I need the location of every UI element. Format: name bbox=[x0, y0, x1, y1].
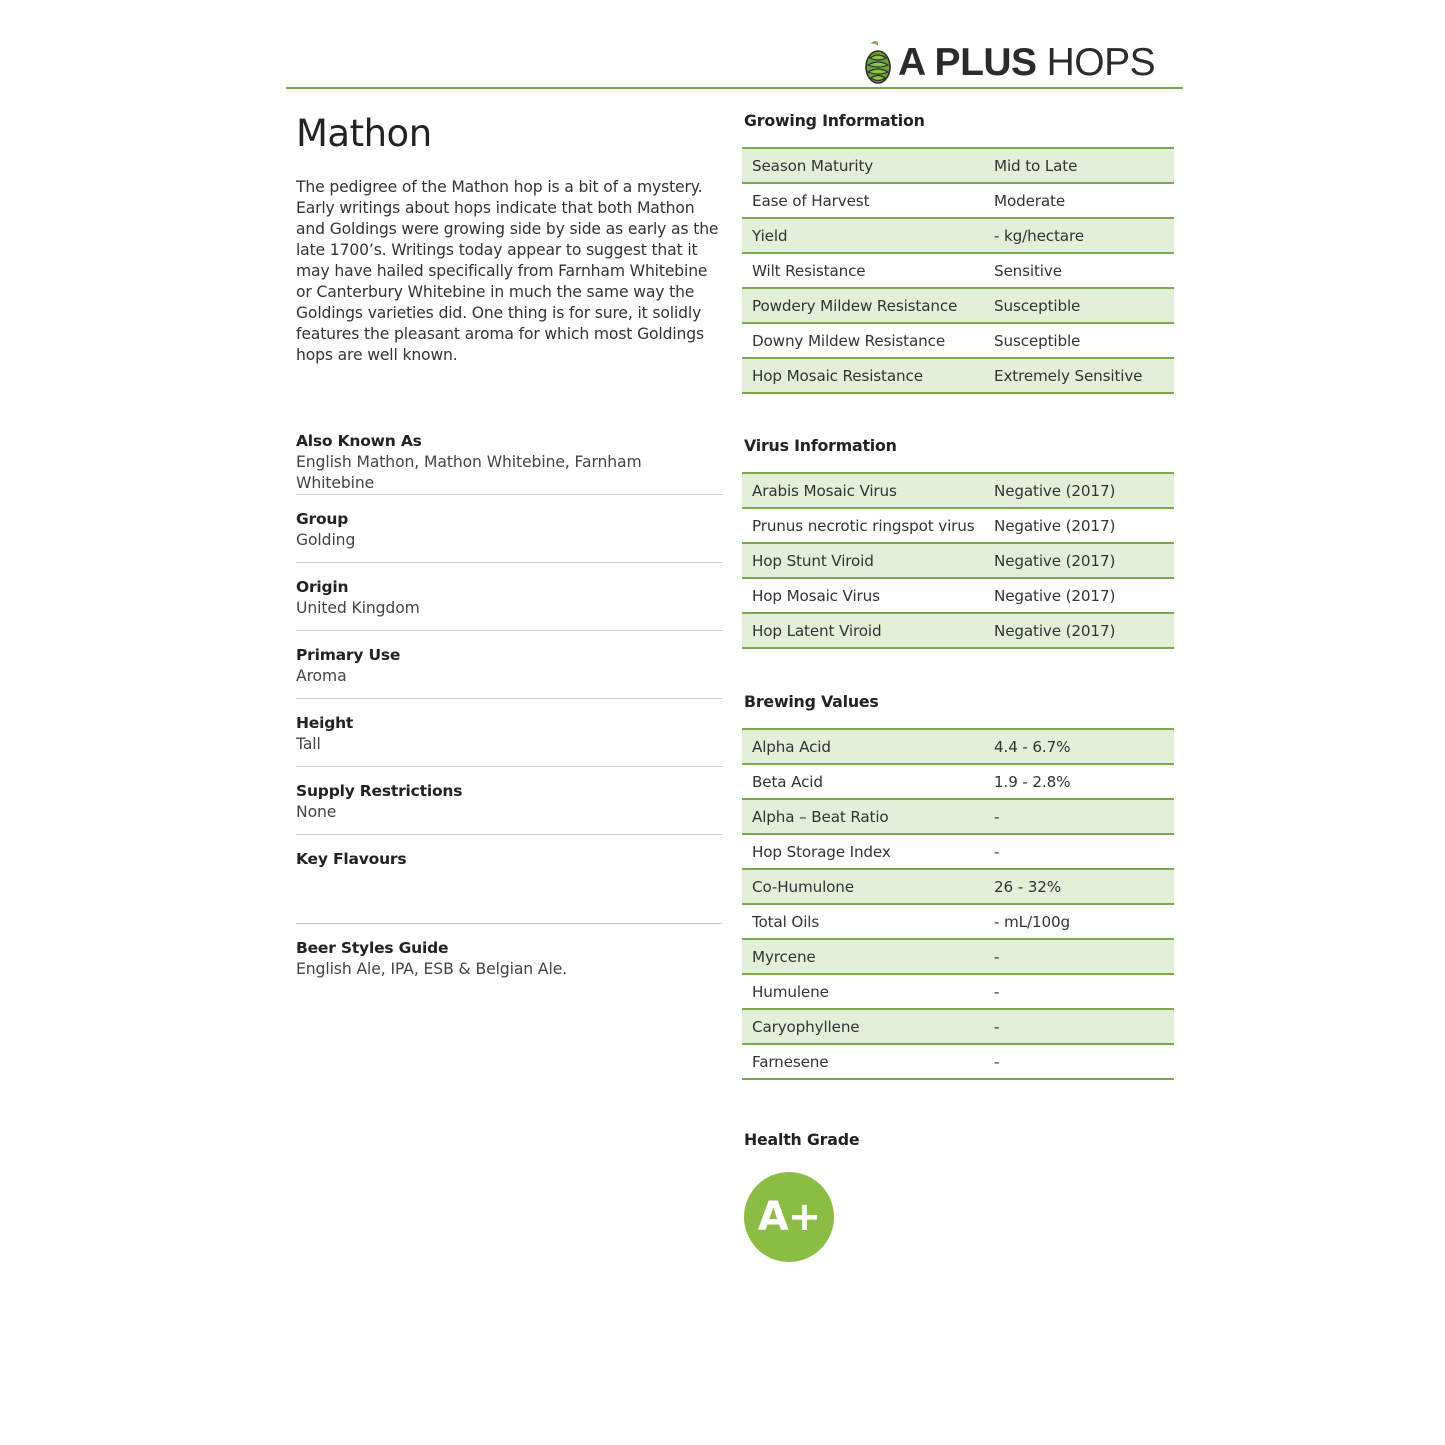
row-value: Negative (2017) bbox=[984, 613, 1174, 648]
table-row bbox=[742, 323, 1174, 358]
header-divider bbox=[286, 87, 1183, 89]
row-value: Mid to Late bbox=[984, 148, 1174, 183]
fact-label: Height bbox=[296, 714, 354, 732]
fact-group bbox=[296, 509, 722, 563]
brand-name-regular: HOPS bbox=[1046, 41, 1156, 84]
row-label: Arabis Mosaic Virus bbox=[742, 473, 984, 508]
table-row bbox=[742, 764, 1174, 799]
row-value: Negative (2017) bbox=[984, 578, 1174, 613]
health-grade-badge bbox=[744, 1172, 834, 1262]
row-label: Beta Acid bbox=[742, 764, 984, 799]
fact-value: Golding bbox=[296, 531, 356, 549]
fact-beer-styles-guide bbox=[296, 938, 722, 990]
row-label: Humulene bbox=[742, 974, 984, 1009]
table-row bbox=[742, 974, 1174, 1009]
row-value: - mL/100g bbox=[984, 904, 1174, 939]
fact-primary-use bbox=[296, 645, 722, 699]
fact-label: Beer Styles Guide bbox=[296, 939, 449, 957]
fact-label: Origin bbox=[296, 578, 349, 596]
growing-info-title: Growing Information bbox=[744, 111, 925, 130]
hop-description: The pedigree of the Mathon hop is a bit of a mystery. Early writings about hops indicate that both Mathon and Goldings were growing side by side as early as the late 1700’s. Writings today appear to suggest that it may have hailed specifically from Farnham Whitebine or Canterbury Whitebine in much the same way the Goldings varieties did. One thing is for sure, it solidly features the pleasant aroma for which most Goldings hops are well known. bbox=[296, 178, 719, 364]
fact-key-flavours bbox=[296, 849, 722, 924]
fact-value: Aroma bbox=[296, 667, 347, 685]
fact-label: Key Flavours bbox=[296, 850, 407, 868]
virus-info-title: Virus Information bbox=[744, 436, 897, 455]
row-value: 1.9 - 2.8% bbox=[984, 764, 1174, 799]
table-row bbox=[742, 508, 1174, 543]
brewing-values-table bbox=[742, 728, 1174, 1080]
health-grade-title: Health Grade bbox=[744, 1130, 860, 1149]
table-row bbox=[742, 904, 1174, 939]
fact-origin bbox=[296, 577, 722, 631]
row-label: Yield bbox=[742, 218, 984, 253]
row-value: Susceptible bbox=[984, 288, 1174, 323]
health-grade-value: A+ bbox=[757, 1194, 821, 1240]
row-label: Alpha Acid bbox=[742, 729, 984, 764]
page-title: Mathon bbox=[296, 112, 432, 155]
row-label: Hop Latent Viroid bbox=[742, 613, 984, 648]
row-label: Hop Mosaic Resistance bbox=[742, 358, 984, 393]
table-row bbox=[742, 799, 1174, 834]
row-label: Co-Humulone bbox=[742, 869, 984, 904]
row-value: - bbox=[984, 799, 1174, 834]
table-row bbox=[742, 939, 1174, 974]
row-label: Season Maturity bbox=[742, 148, 984, 183]
fact-height bbox=[296, 713, 722, 767]
fact-label: Also Known As bbox=[296, 432, 422, 450]
row-label: Ease of Harvest bbox=[742, 183, 984, 218]
row-value: Extremely Sensitive bbox=[984, 358, 1174, 393]
row-label: Powdery Mildew Resistance bbox=[742, 288, 984, 323]
table-row bbox=[742, 543, 1174, 578]
row-label: Hop Mosaic Virus bbox=[742, 578, 984, 613]
hop-overview bbox=[296, 108, 722, 366]
row-label: Total Oils bbox=[742, 904, 984, 939]
fact-label: Primary Use bbox=[296, 646, 401, 664]
brand-name-bold: A PLUS bbox=[898, 41, 1037, 84]
row-value: Negative (2017) bbox=[984, 543, 1174, 578]
row-value: - bbox=[984, 939, 1174, 974]
row-value: Sensitive bbox=[984, 253, 1174, 288]
fact-supply-restrictions bbox=[296, 781, 722, 835]
hop-cone-icon bbox=[862, 40, 894, 86]
hop-facts bbox=[296, 431, 722, 990]
brewing-values-title: Brewing Values bbox=[744, 692, 879, 711]
table-row bbox=[742, 358, 1174, 393]
row-value: - kg/hectare bbox=[984, 218, 1174, 253]
row-label: Hop Stunt Viroid bbox=[742, 543, 984, 578]
row-value: - bbox=[984, 834, 1174, 869]
row-label: Prunus necrotic ringspot virus bbox=[742, 508, 984, 543]
row-label: Myrcene bbox=[742, 939, 984, 974]
table-row bbox=[742, 578, 1174, 613]
table-row bbox=[742, 1009, 1174, 1044]
fact-value: Tall bbox=[296, 735, 321, 753]
table-row bbox=[742, 218, 1174, 253]
fact-label: Supply Restrictions bbox=[296, 782, 463, 800]
table-row bbox=[742, 869, 1174, 904]
virus-info-table bbox=[742, 472, 1174, 649]
row-value: 4.4 - 6.7% bbox=[984, 729, 1174, 764]
table-row bbox=[742, 183, 1174, 218]
row-value: - bbox=[984, 974, 1174, 1009]
table-row bbox=[742, 613, 1174, 648]
row-label: Downy Mildew Resistance bbox=[742, 323, 984, 358]
row-value: Moderate bbox=[984, 183, 1174, 218]
fact-value: None bbox=[296, 803, 337, 821]
row-value: 26 - 32% bbox=[984, 869, 1174, 904]
row-label: Caryophyllene bbox=[742, 1009, 984, 1044]
table-row bbox=[742, 834, 1174, 869]
fact-also-known-as bbox=[296, 431, 722, 495]
row-value: Negative (2017) bbox=[984, 508, 1174, 543]
row-value: Susceptible bbox=[984, 323, 1174, 358]
table-row bbox=[742, 253, 1174, 288]
table-row bbox=[742, 729, 1174, 764]
growing-info-table bbox=[742, 147, 1174, 394]
fact-value: English Mathon, Mathon Whitebine, Farnham Whitebine bbox=[296, 453, 642, 492]
table-row bbox=[742, 1044, 1174, 1079]
row-label: Alpha – Beat Ratio bbox=[742, 799, 984, 834]
row-value: - bbox=[984, 1009, 1174, 1044]
fact-label: Group bbox=[296, 510, 349, 528]
row-value: Negative (2017) bbox=[984, 473, 1174, 508]
table-row bbox=[742, 288, 1174, 323]
row-label: Hop Storage Index bbox=[742, 834, 984, 869]
row-label: Farnesene bbox=[742, 1044, 984, 1079]
table-row bbox=[742, 148, 1174, 183]
brand-logo bbox=[862, 38, 1155, 88]
fact-value: United Kingdom bbox=[296, 599, 420, 617]
row-value: - bbox=[984, 1044, 1174, 1079]
fact-value: English Ale, IPA, ESB & Belgian Ale. bbox=[296, 960, 568, 978]
row-label: Wilt Resistance bbox=[742, 253, 984, 288]
table-row bbox=[742, 473, 1174, 508]
